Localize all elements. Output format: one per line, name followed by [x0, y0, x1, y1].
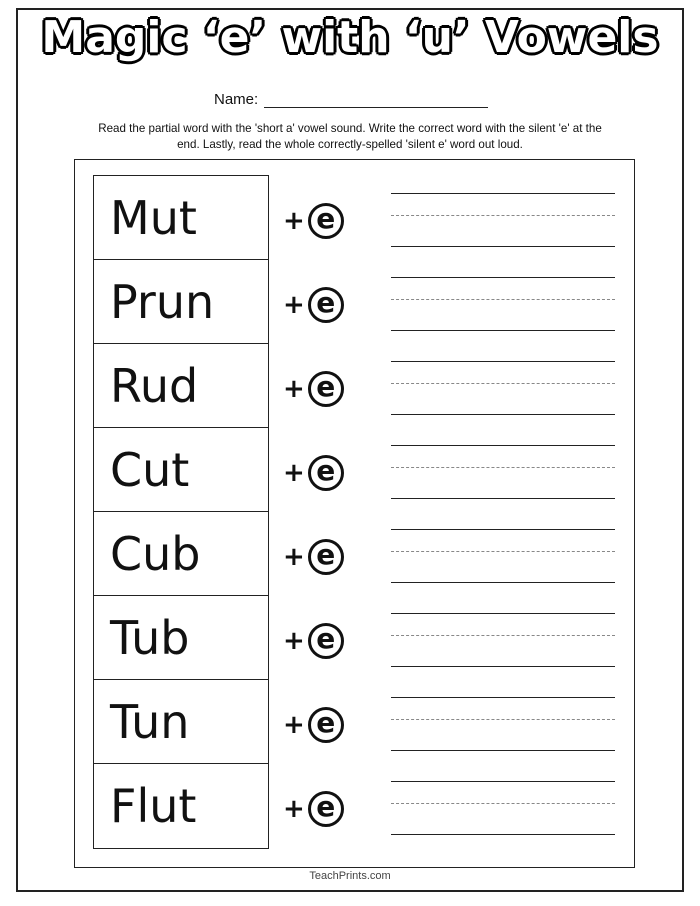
writing-lines[interactable]	[391, 529, 615, 583]
writing-line-base	[391, 498, 615, 499]
writing-line-top	[391, 613, 615, 614]
word-cell: Cut	[94, 428, 268, 512]
silent-e-circle: e	[308, 455, 344, 491]
writing-lines[interactable]	[391, 613, 615, 667]
plus-silent-e	[283, 455, 344, 491]
writing-line-top	[391, 781, 615, 782]
word-cell: Mut	[94, 176, 268, 260]
writing-line-mid	[391, 635, 615, 636]
writing-line-mid	[391, 719, 615, 720]
name-label: Name:	[214, 91, 259, 108]
writing-lines[interactable]	[391, 781, 615, 835]
writing-line-base	[391, 666, 615, 667]
footer-credit: TeachPrints.com	[309, 870, 391, 882]
plus-silent-e	[283, 539, 344, 575]
plus-silent-e	[283, 287, 344, 323]
writing-line-base	[391, 582, 615, 583]
silent-e-circle: e	[308, 623, 344, 659]
writing-line-base	[391, 834, 615, 835]
name-line[interactable]	[264, 91, 488, 108]
writing-line-base	[391, 246, 615, 247]
instructions-line-2: end. Lastly, read the whole correctly-spelled 'silent e' word out loud.	[177, 138, 523, 151]
name-row	[214, 91, 488, 108]
plus-sign: +	[283, 374, 305, 404]
plus-silent-e	[283, 791, 344, 827]
word-column	[93, 175, 269, 849]
plus-sign: +	[283, 206, 305, 236]
writing-line-mid	[391, 215, 615, 216]
plus-sign: +	[283, 290, 305, 320]
word-cell: Flut	[110, 779, 197, 833]
writing-lines[interactable]	[391, 445, 615, 499]
writing-line-mid	[391, 803, 615, 804]
writing-line-mid	[391, 299, 615, 300]
word-cell: Tub	[94, 596, 268, 680]
word-cell: Cub	[94, 512, 268, 596]
writing-line-top	[391, 445, 615, 446]
writing-line-base	[391, 414, 615, 415]
plus-silent-e	[283, 371, 344, 407]
writing-line-base	[391, 750, 615, 751]
writing-line-mid	[391, 383, 615, 384]
writing-line-mid	[391, 551, 615, 552]
worksheet-title: Magic ‘e’ with ‘u’ Vowels	[41, 12, 659, 63]
plus-sign: +	[283, 626, 305, 656]
writing-lines[interactable]	[391, 277, 615, 331]
writing-line-mid	[391, 467, 615, 468]
silent-e-circle: e	[308, 539, 344, 575]
plus-sign: +	[283, 542, 305, 572]
instructions-line-1: Read the partial word with the 'short a' vowel sound. Write the correct word with the silent 'e' at the	[98, 122, 602, 135]
writing-lines[interactable]	[391, 361, 615, 415]
plus-sign: +	[283, 794, 305, 824]
writing-line-top	[391, 277, 615, 278]
silent-e-circle: e	[308, 791, 344, 827]
silent-e-circle: e	[308, 707, 344, 743]
plus-sign: +	[283, 710, 305, 740]
silent-e-circle: e	[308, 287, 344, 323]
silent-e-circle: e	[308, 203, 344, 239]
instructions	[28, 121, 672, 153]
writing-line-top	[391, 193, 615, 194]
writing-line-top	[391, 361, 615, 362]
silent-e-circle: e	[308, 371, 344, 407]
plus-silent-e	[283, 203, 344, 239]
word-cell: Rud	[94, 344, 268, 428]
word-cell: Tun	[94, 680, 268, 764]
writing-line-top	[391, 529, 615, 530]
writing-line-top	[391, 697, 615, 698]
word-cell: Prun	[94, 260, 268, 344]
plus-silent-e	[283, 623, 344, 659]
writing-line-base	[391, 330, 615, 331]
writing-lines[interactable]	[391, 697, 615, 751]
plus-silent-e	[283, 707, 344, 743]
writing-lines[interactable]	[391, 193, 615, 247]
plus-sign: +	[283, 458, 305, 488]
